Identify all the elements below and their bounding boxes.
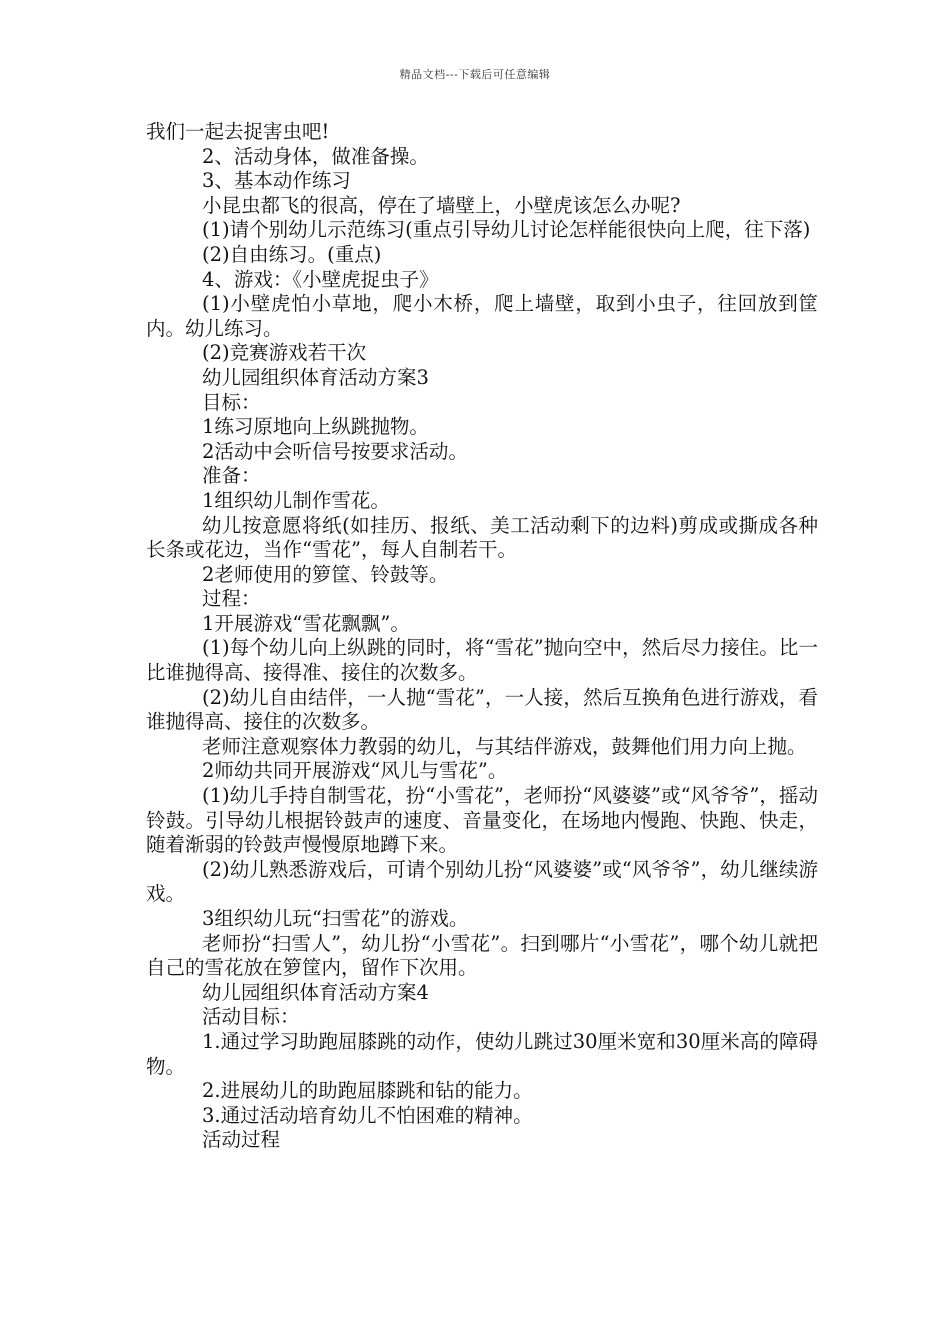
paragraph: 幼儿按意愿将纸(如挂历、报纸、美工活动剩下的边料)剪成或撕成各种长条或花边，当作“雪花”，每人自制若干。 bbox=[146, 513, 818, 562]
paragraph: 2.进展幼儿的助跑屈膝跳和钻的能力。 bbox=[202, 1079, 533, 1103]
paragraph: (1)幼儿手持自制雪花，扮“小雪花”，老师扮“风婆婆”或“风爷爷”，摇动铃鼓。引导幼儿根据铃鼓声的速度、音量变化，在场地内慢跑、快跑、快走，随着渐弱的铃鼓声慢慢原地蹲下来。 bbox=[146, 784, 818, 857]
paragraph: 老师注意观察体力教弱的幼儿，与其结伴游戏，鼓舞他们用力向上抛。 bbox=[202, 734, 807, 758]
document-body bbox=[146, 120, 818, 1153]
paragraph: 2、活动身体，做准备操。 bbox=[202, 144, 429, 168]
paragraph: 我们一起去捉害虫吧! bbox=[146, 120, 330, 143]
paragraph: 2师幼共同开展游戏“风儿与雪花”。 bbox=[202, 759, 508, 783]
paragraph: 准备： bbox=[202, 464, 261, 488]
paragraph: 目标： bbox=[202, 390, 261, 414]
paragraph: (2)幼儿自由结伴，一人抛“雪花”，一人接，然后互换角色进行游戏，看谁抛得高、接住的次数多。 bbox=[146, 685, 818, 734]
paragraph: (2)竞赛游戏若干次 bbox=[202, 341, 367, 365]
paragraph: (1)小壁虎怕小草地，爬小木桥，爬上墙壁，取到小虫子，往回放到筐内。幼儿练习。 bbox=[146, 292, 818, 340]
paragraph: 3.通过活动培育幼儿不怕困难的精神。 bbox=[202, 1103, 533, 1127]
paragraph: 老师扮“扫雪人”，幼儿扮“小雪花”。扫到哪片“小雪花”，哪个幼儿就把自己的雪花放在箩筐内，留作下次用。 bbox=[146, 931, 818, 980]
page-header: 精品文档---下载后可任意编辑 bbox=[399, 68, 551, 81]
paragraph: (1)每个幼儿向上纵跳的同时，将“雪花”抛向空中，然后尽力接住。比一比谁抛得高、接得准、接住的次数多。 bbox=[146, 636, 818, 685]
paragraph: 活动过程 bbox=[202, 1128, 281, 1152]
paragraph: 幼儿园组织体育活动方案4 bbox=[202, 980, 429, 1004]
paragraph: 过程： bbox=[202, 587, 261, 611]
paragraph: 小昆虫都飞的很高，停在了墙壁上，小壁虎该怎么办呢? bbox=[202, 193, 681, 217]
paragraph: 1.通过学习助跑屈膝跳的动作，使幼儿跳过30厘米宽和30厘米高的障碍物。 bbox=[146, 1029, 818, 1078]
paragraph: 2老师使用的箩筐、铃鼓等。 bbox=[202, 562, 449, 586]
paragraph: 3组织幼儿玩“扫雪花”的游戏。 bbox=[202, 907, 469, 930]
paragraph: 3、基本动作练习 bbox=[202, 169, 351, 193]
paragraph: (2)幼儿熟悉游戏后，可请个别幼儿扮“风婆婆”或“风爷爷”，幼儿继续游戏。 bbox=[146, 857, 818, 906]
paragraph: 1练习原地向上纵跳抛物。 bbox=[202, 415, 429, 439]
paragraph: 1组织幼儿制作雪花。 bbox=[202, 488, 390, 512]
paragraph: (2)自由练习。(重点) bbox=[202, 242, 382, 266]
paragraph: 4、游戏：《小壁虎捉虫子》 bbox=[202, 267, 439, 291]
paragraph: 1开展游戏“雪花飘飘”。 bbox=[202, 611, 410, 635]
paragraph: 2活动中会听信号按要求活动。 bbox=[202, 439, 468, 463]
paragraph: 活动目标： bbox=[202, 1005, 300, 1029]
paragraph: (1)请个别幼儿示范练习(重点引导幼儿讨论怎样能很快向上爬，往下落) bbox=[202, 218, 811, 242]
paragraph: 幼儿园组织体育活动方案3 bbox=[202, 365, 429, 389]
